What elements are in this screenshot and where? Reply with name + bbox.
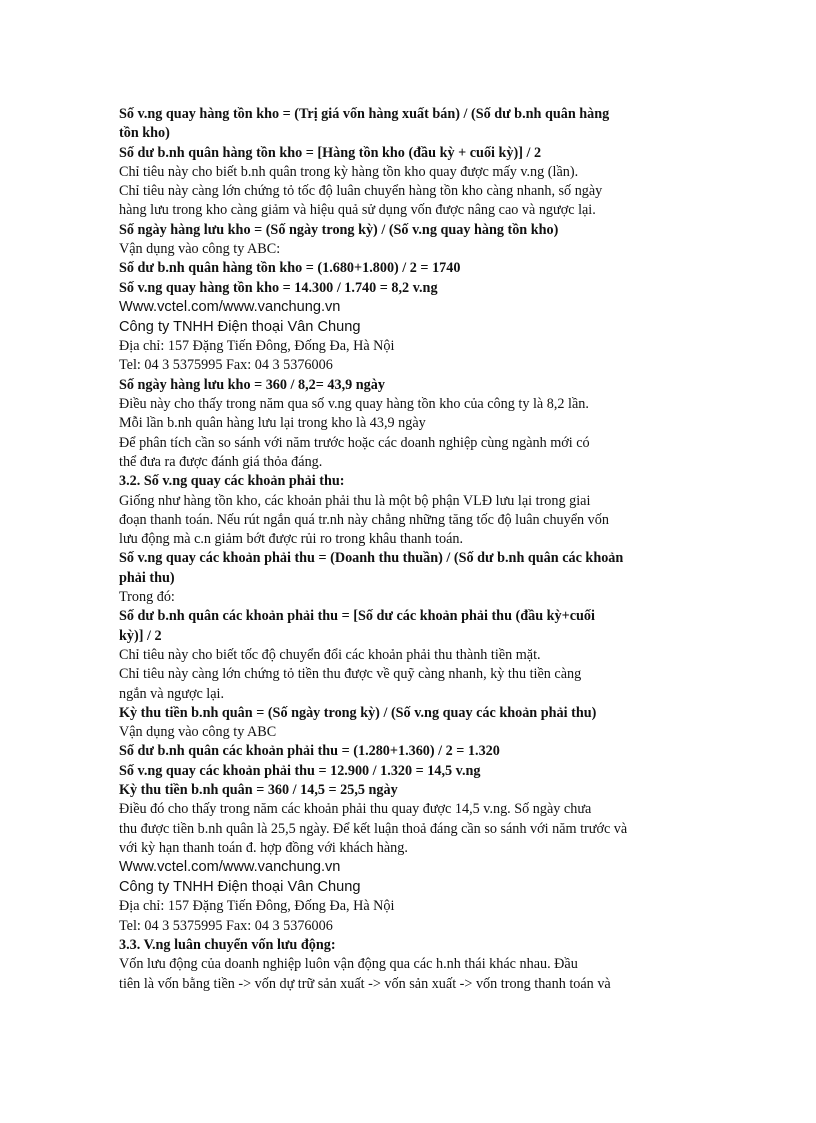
bold-text-line: Kỳ thu tiền b.nh quân = 360 / 14,5 = 25,5 ngày [119,781,398,798]
text-line: Chỉ tiêu này càng lớn chứng tỏ tốc độ luân chuyển hàng tồn kho càng nhanh, số ngày [119,183,603,200]
bold-text-line: Số dư b.nh quân hàng tồn kho = (1.680+1.800) / 2 = 1740 [119,260,461,277]
text-line: thu được tiền b.nh quân là 25,5 ngày. Để kết luận thoả đáng cần so sánh với năm trước và [119,820,628,837]
document-page [119,105,699,994]
bold-text-line: Kỳ thu tiền b.nh quân = (Số ngày trong kỳ) / (Số v.ng quay các khoản phải thu) [119,704,597,721]
bold-text-line: tồn kho) [119,125,170,142]
text-line: Vận dụng vào công ty ABC: [119,241,281,258]
bold-text-line: 3.2. Số v.ng quay các khoản phải thu: [119,473,345,490]
text-line: ngắn và ngược lại. [119,685,225,702]
text-line: thể đưa ra được đánh giá thỏa đáng. [119,453,323,470]
text-line: Trong đó: [119,589,175,606]
company-info-line: Công ty TNHH Điện thoại Vân Chung [119,878,361,895]
bold-text-line: phải thu) [119,569,175,586]
company-info-line: Www.vctel.com/www.vanchung.vn [119,859,341,876]
bold-text-line: Số dư b.nh quân hàng tồn kho = [Hàng tồn kho (đầu kỳ + cuối kỳ)] / 2 [119,144,542,161]
text-line: Chỉ tiêu này cho biết tốc độ chuyển đổi các khoản phải thu thành tiền mặt. [119,646,541,663]
bold-text-line: Số dư b.nh quân các khoản phải thu = (1.280+1.360) / 2 = 1.320 [119,743,500,760]
company-info-line: Công ty TNHH Điện thoại Vân Chung [119,318,361,335]
bold-text-line: Số v.ng quay hàng tồn kho = (Trị giá vốn hàng xuất bán) / (Số dư b.nh quân hàng [119,106,610,122]
text-line: Giống như hàng tồn kho, các khoản phải thu là một bộ phận VLĐ lưu lại trong giai [119,492,591,509]
text-line: hàng lưu trong kho càng giảm và hiệu quả sử dụng vốn được nâng cao và ngược lại. [119,202,596,219]
text-line: Vận dụng vào công ty ABC [119,724,277,741]
text-line: lưu động mà c.n giảm bớt được rủi ro trong khâu thanh toán. [119,531,464,548]
bold-text-line: Số v.ng quay hàng tồn kho = 14.300 / 1.740 = 8,2 v.ng [119,279,438,296]
text-line: với kỳ hạn thanh toán đ. hợp đồng với khách hàng. [119,839,408,856]
bold-text-line: Số v.ng quay các khoản phải thu = (Doanh thu thuần) / (Số dư b.nh quân các khoản [119,550,624,567]
text-line: Để phân tích cần so sánh với năm trước hoặc các doanh nghiệp cùng ngành mới có [119,434,590,451]
bold-text-line: 3.3. V.ng luân chuyển vốn lưu động: [119,936,336,953]
bold-text-line: Số ngày hàng lưu kho = (Số ngày trong kỳ) / (Số v.ng quay hàng tồn kho) [119,221,559,238]
text-line: Mỗi lần b.nh quân hàng lưu lại trong kho là 43,9 ngày [119,415,426,432]
text-line: Tel: 04 3 5375995 Fax: 04 3 5376006 [119,917,333,934]
text-line: Tel: 04 3 5375995 Fax: 04 3 5376006 [119,357,333,374]
bold-text-line: Số dư b.nh quân các khoản phải thu = [Số dư các khoản phải thu (đầu kỳ+cuối [119,608,595,625]
bold-text-line: Số v.ng quay các khoản phải thu = 12.900 / 1.320 = 14,5 v.ng [119,762,481,779]
bold-text-line: Số ngày hàng lưu kho = 360 / 8,2= 43,9 ngày [119,376,385,393]
bold-text-line: kỳ)] / 2 [119,627,162,644]
company-info-line: Www.vctel.com/www.vanchung.vn [119,298,341,315]
text-line: Điều đó cho thấy trong năm các khoản phải thu quay được 14,5 v.ng. Số ngày chưa [119,801,592,818]
text-line: Địa chỉ: 157 Đặng Tiến Đông, Đống Đa, Hà Nội [119,338,395,355]
text-line: Chỉ tiêu này cho biết b.nh quân trong kỳ hàng tồn kho quay được mấy v.ng (lần). [119,163,579,180]
text-line: đoạn thanh toán. Nếu rút ngắn quá tr.nh này chẳng những tăng tốc độ luân chuyển vốn [119,511,609,528]
text-line: Điều này cho thấy trong năm qua số v.ng quay hàng tồn kho của công ty là 8,2 lần. [119,396,589,413]
text-line: Vốn lưu động của doanh nghiệp luôn vận động qua các h.nh thái khác nhau. Đầu [119,956,578,973]
text-line: Địa chỉ: 157 Đặng Tiến Đông, Đống Đa, Hà Nội [119,898,395,915]
text-line: tiên là vốn bằng tiền -> vốn dự trữ sản xuất -> vốn sản xuất -> vốn trong thanh toán và [119,975,611,992]
text-line: Chỉ tiêu này càng lớn chứng tỏ tiền thu được về quỹ càng nhanh, kỳ thu tiền càng [119,666,582,683]
